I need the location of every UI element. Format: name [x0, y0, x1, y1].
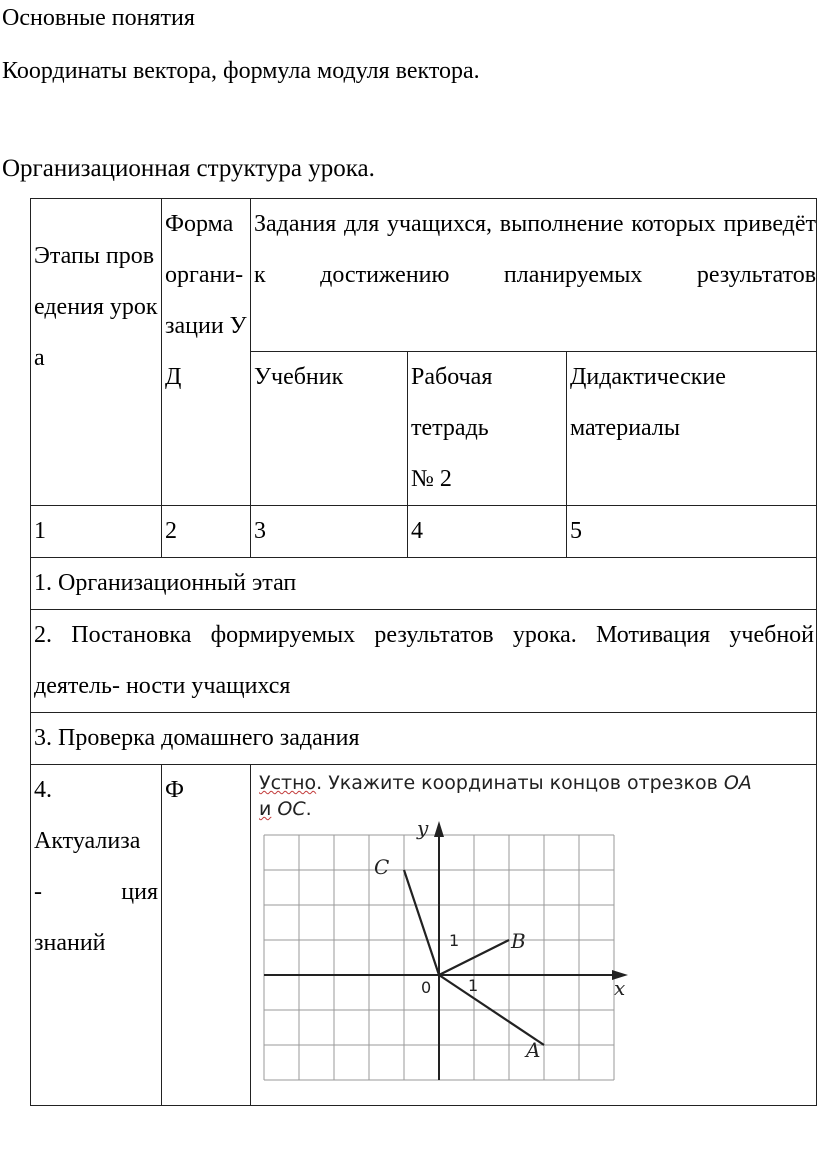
point-a-label: A	[526, 1038, 541, 1062]
header-workbook-line2: тетрадь	[411, 415, 489, 441]
table-row	[31, 713, 817, 765]
stage-4-dash: -	[34, 879, 42, 905]
stage-4-task-cell	[251, 765, 817, 1106]
basic-concepts-heading: Основные понятия	[2, 5, 195, 31]
stage-3-row: 3. Проверка домашнего задания	[31, 713, 817, 765]
table-row	[31, 610, 817, 713]
header-didactic: Дидактические материалы	[567, 352, 817, 506]
lesson-structure-table	[30, 198, 817, 1106]
unit-x-label: 1	[468, 976, 479, 995]
org-structure-heading: Организационная структура урока.	[2, 155, 375, 182]
stage-4-line1: 4.	[34, 777, 52, 803]
y-axis-arrow	[434, 821, 444, 837]
stage-4-label	[31, 765, 162, 1106]
coordinate-plane	[259, 816, 626, 1080]
header-workbook	[408, 352, 567, 506]
header-workbook-line1: Рабочая	[411, 364, 493, 390]
stage-4-line2: Актуализа	[34, 828, 141, 854]
table-number-row	[31, 506, 817, 558]
x-axis-label: x	[614, 976, 626, 1000]
stage-4-form: Ф	[162, 765, 251, 1106]
stage-4-line3: ция	[121, 879, 158, 905]
point-b-label: B	[511, 929, 526, 953]
table-header-row	[31, 199, 817, 352]
stage-2-row: 2. Постановка формируемых результатов урока. Мотивация учебной деятель- ности учащихся	[31, 610, 817, 713]
segment-oa-label: OA	[723, 772, 752, 794]
exercise-conjunction: и	[259, 798, 272, 820]
col-number-5: 5	[567, 506, 817, 558]
col-number-4: 4	[408, 506, 567, 558]
exercise-text	[259, 770, 816, 822]
col-number-2: 2	[162, 506, 251, 558]
table-row	[31, 765, 817, 1106]
unit-y-label: 1	[449, 931, 460, 950]
exercise-word-oral: Устно	[259, 772, 317, 794]
point-c-label: C	[374, 855, 390, 879]
segment-oc	[404, 870, 439, 975]
exercise-period: .	[305, 798, 312, 820]
table-row	[31, 558, 817, 610]
col-number-3: 3	[251, 506, 408, 558]
topic-line: Координаты вектора, формула модуля вектора.	[2, 58, 480, 84]
origin-label: 0	[421, 978, 432, 997]
stage-1-row: 1. Организационный этап	[31, 558, 817, 610]
header-tasks: Задания для учащихся, выполнение которых приведёт к достижению планируемых результатов	[251, 199, 817, 352]
header-workbook-line3: № 2	[411, 466, 452, 492]
exercise-instruction: . Укажите координаты концов отрезков	[316, 772, 724, 794]
header-stages: Этапы проведения урока	[31, 199, 162, 506]
header-textbook: Учебник	[251, 352, 408, 506]
stage-4-line4: знаний	[34, 930, 106, 956]
header-form: Форма органи- зации УД	[162, 199, 251, 506]
col-number-1: 1	[31, 506, 162, 558]
segment-oc-label: OC	[277, 798, 306, 820]
y-axis-label: y	[417, 816, 429, 840]
